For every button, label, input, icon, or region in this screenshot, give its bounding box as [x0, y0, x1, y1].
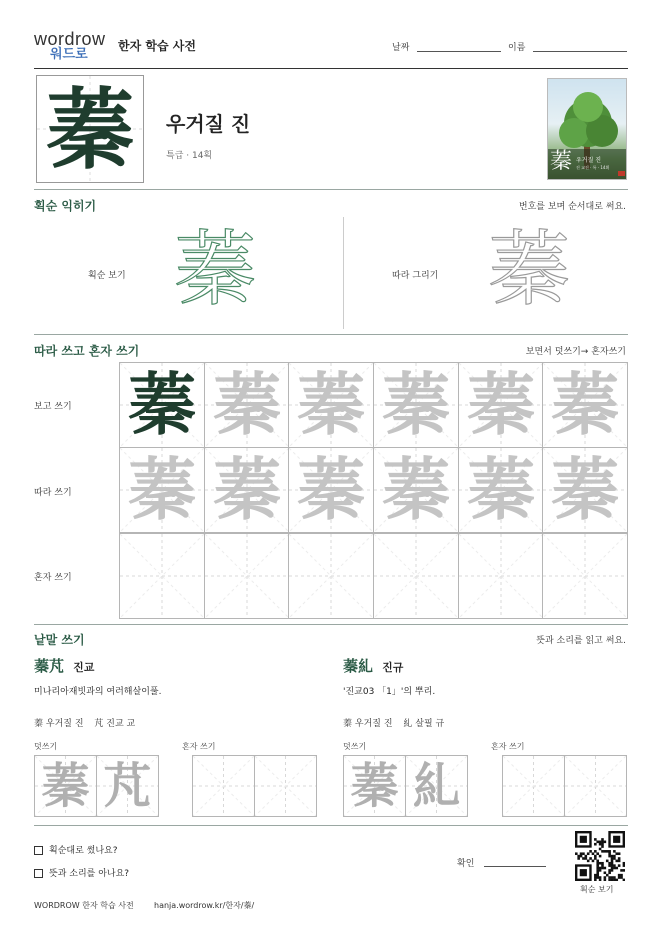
logo-bottom: 워드로 — [50, 47, 88, 62]
word-1-self-label: 혼자 쓰기 — [182, 742, 216, 751]
self-box[interactable] — [192, 755, 255, 817]
stroke-trace-char[interactable] — [484, 222, 574, 317]
date-field[interactable] — [417, 51, 501, 52]
stroke-order-glyph: 蓁 — [173, 222, 256, 317]
practice-cell[interactable] — [373, 447, 459, 533]
hero-char-box — [36, 75, 144, 183]
stroke-divider — [343, 217, 344, 329]
practice-section-title: 따라 쓰고 혼자 쓰기 — [34, 344, 140, 358]
hero-photo — [547, 78, 627, 180]
footer-brand: WORDROW 한자 학습 사전 — [34, 901, 134, 910]
hero-meta: 특급 · 14획 — [166, 151, 213, 161]
self-box[interactable] — [564, 755, 627, 817]
word-1-gloss — [34, 716, 135, 729]
word-2-self-boxes — [502, 755, 626, 817]
stroke-view-label: 획순 보기 — [88, 271, 126, 281]
name-field[interactable] — [533, 51, 627, 52]
practice-cell[interactable] — [119, 533, 205, 619]
photo-badge — [618, 171, 625, 176]
practice-cell[interactable] — [373, 533, 459, 619]
cell-char: 蓁 — [296, 365, 365, 445]
qr-code-icon[interactable] — [575, 831, 625, 881]
app-title: 한자 학습 사전 — [118, 39, 196, 53]
practice-cell[interactable] — [458, 447, 544, 533]
word-2-reading: 진규 — [382, 661, 404, 674]
cell-char: 蓁 — [381, 365, 450, 445]
practice-cell[interactable] — [373, 362, 459, 448]
practice-cell[interactable] — [542, 533, 628, 619]
practice-cell[interactable] — [119, 447, 205, 533]
word-2-self-label: 혼자 쓰기 — [491, 742, 525, 751]
checklist-item-1[interactable] — [34, 843, 118, 856]
word-1-gloss2: 진교 교 — [106, 719, 136, 729]
word-2-gloss2: 살필 규 — [415, 719, 445, 729]
confirm-field[interactable] — [484, 866, 546, 867]
practice-cell[interactable] — [542, 362, 628, 448]
header-divider — [34, 68, 628, 69]
practice-section-divider — [34, 624, 628, 625]
cell-guides — [205, 534, 289, 618]
cell-char: 蓁 — [41, 758, 90, 814]
row-label-self: 혼자 쓰기 — [34, 573, 72, 583]
practice-cell[interactable] — [288, 533, 374, 619]
cell-guides — [255, 756, 316, 816]
word-2-char1: 蓁 — [343, 719, 353, 729]
cell-char: 蓁 — [212, 450, 281, 530]
word-1-char2: 芃 — [94, 719, 104, 729]
word-2-gloss1: 우거질 진 — [354, 719, 393, 729]
word-2-hanja: 蓁糺 — [343, 657, 374, 675]
cell-char: 蓁 — [466, 365, 535, 445]
cell-char: 蓁 — [550, 450, 619, 530]
cell-char: 蓁 — [127, 365, 196, 445]
checkbox-icon[interactable] — [34, 869, 43, 878]
cell-char: 蓁 — [350, 758, 399, 814]
trace-box[interactable] — [34, 755, 97, 817]
word-1-trace-label: 덧쓰기 — [34, 742, 58, 751]
name-label: 이름 — [508, 43, 526, 53]
word-1-gloss1: 우거질 진 — [45, 719, 84, 729]
word-1-trace-boxes — [34, 755, 158, 817]
word-2-trace-boxes — [343, 755, 467, 817]
cell-guides — [289, 534, 373, 618]
practice-cell[interactable] — [542, 447, 628, 533]
stroke-view-char — [170, 222, 260, 317]
word-2-title — [343, 655, 403, 676]
footer-url[interactable]: hanja.wordrow.kr/한자/蓁/ — [154, 901, 255, 910]
cell-char: 蓁 — [212, 365, 281, 445]
logo-top: wordrow — [34, 29, 106, 49]
cell-char: 蓁 — [550, 365, 619, 445]
check-2-label: 뜻과 소리를 아나요? — [49, 869, 130, 879]
practice-grid — [119, 362, 627, 618]
trace-box[interactable] — [343, 755, 406, 817]
practice-cell[interactable] — [288, 447, 374, 533]
cell-guides — [543, 534, 627, 618]
stroke-section-divider — [34, 334, 628, 335]
word-2-trace-label: 덧쓰기 — [343, 742, 367, 751]
photo-sub: 진 교진 · 특 · 14획 — [576, 165, 610, 170]
cell-guides — [120, 534, 204, 618]
word-1-desc: 미나리아재빗과의 여러해살이풀. — [34, 687, 162, 697]
cell-char: 蓁 — [381, 450, 450, 530]
cell-char: 蓁 — [466, 450, 535, 530]
practice-cell[interactable] — [119, 362, 205, 448]
word-1-hanja: 蓁芃 — [34, 657, 65, 675]
photo-char: 蓁 — [550, 149, 573, 174]
cell-guides — [374, 534, 458, 618]
cell-guides — [503, 756, 564, 816]
practice-cell[interactable] — [204, 533, 290, 619]
practice-cell[interactable] — [288, 362, 374, 448]
checklist-item-2[interactable] — [34, 866, 129, 879]
self-box[interactable] — [502, 755, 565, 817]
word-1-char1: 蓁 — [34, 719, 44, 729]
self-box[interactable] — [254, 755, 317, 817]
cell-char: 糺 — [412, 758, 461, 814]
words-section-title: 낱말 쓰기 — [34, 633, 85, 647]
practice-cell[interactable] — [458, 362, 544, 448]
cell-char: 芃 — [103, 758, 152, 814]
practice-cell[interactable] — [458, 533, 544, 619]
trace-box[interactable] — [96, 755, 159, 817]
date-label: 날짜 — [392, 43, 410, 53]
check-1-label: 획순대로 썼나요? — [49, 846, 118, 856]
word-1-title — [34, 655, 94, 676]
stroke-trace-label: 따라 그리기 — [392, 271, 439, 281]
hero-meaning: 우거질 진 — [166, 112, 251, 136]
cell-char: 蓁 — [127, 450, 196, 530]
word-2-desc: '진교03 「1」'의 뿌리. — [343, 687, 436, 697]
word-2-gloss — [343, 716, 444, 729]
row-label-trace: 따라 쓰기 — [34, 488, 72, 498]
stroke-section-title: 획순 익히기 — [34, 199, 97, 213]
cell-guides — [565, 756, 626, 816]
stroke-section-note: 번호를 보며 순서대로 써요. — [518, 202, 626, 212]
stroke-trace-glyph: 蓁 — [487, 222, 570, 317]
photo-caption: 우거질 진 — [576, 157, 602, 164]
practice-cell[interactable] — [204, 447, 290, 533]
words-section-divider — [34, 825, 628, 826]
checkbox-icon[interactable] — [34, 846, 43, 855]
practice-cell[interactable] — [204, 362, 290, 448]
word-1-reading: 진교 — [73, 661, 95, 674]
trace-box[interactable] — [405, 755, 468, 817]
logo — [34, 30, 114, 64]
practice-section-note: 보면서 덧쓰기→ 혼자쓰기 — [525, 347, 626, 357]
words-section-note: 뜻과 소리를 읽고 써요. — [536, 636, 626, 646]
word-1-self-boxes — [192, 755, 316, 817]
hero-divider — [34, 189, 628, 190]
confirm-label: 확인 — [457, 859, 475, 869]
row-label-view: 보고 쓰기 — [34, 402, 72, 412]
qr-label: 획순 보기 — [580, 885, 614, 894]
cell-guides — [193, 756, 254, 816]
cell-guides — [459, 534, 543, 618]
qr-svg — [575, 831, 625, 881]
hero-char: 蓁 — [45, 77, 134, 181]
word-2-char2: 糺 — [403, 719, 413, 729]
cell-char: 蓁 — [296, 450, 365, 530]
